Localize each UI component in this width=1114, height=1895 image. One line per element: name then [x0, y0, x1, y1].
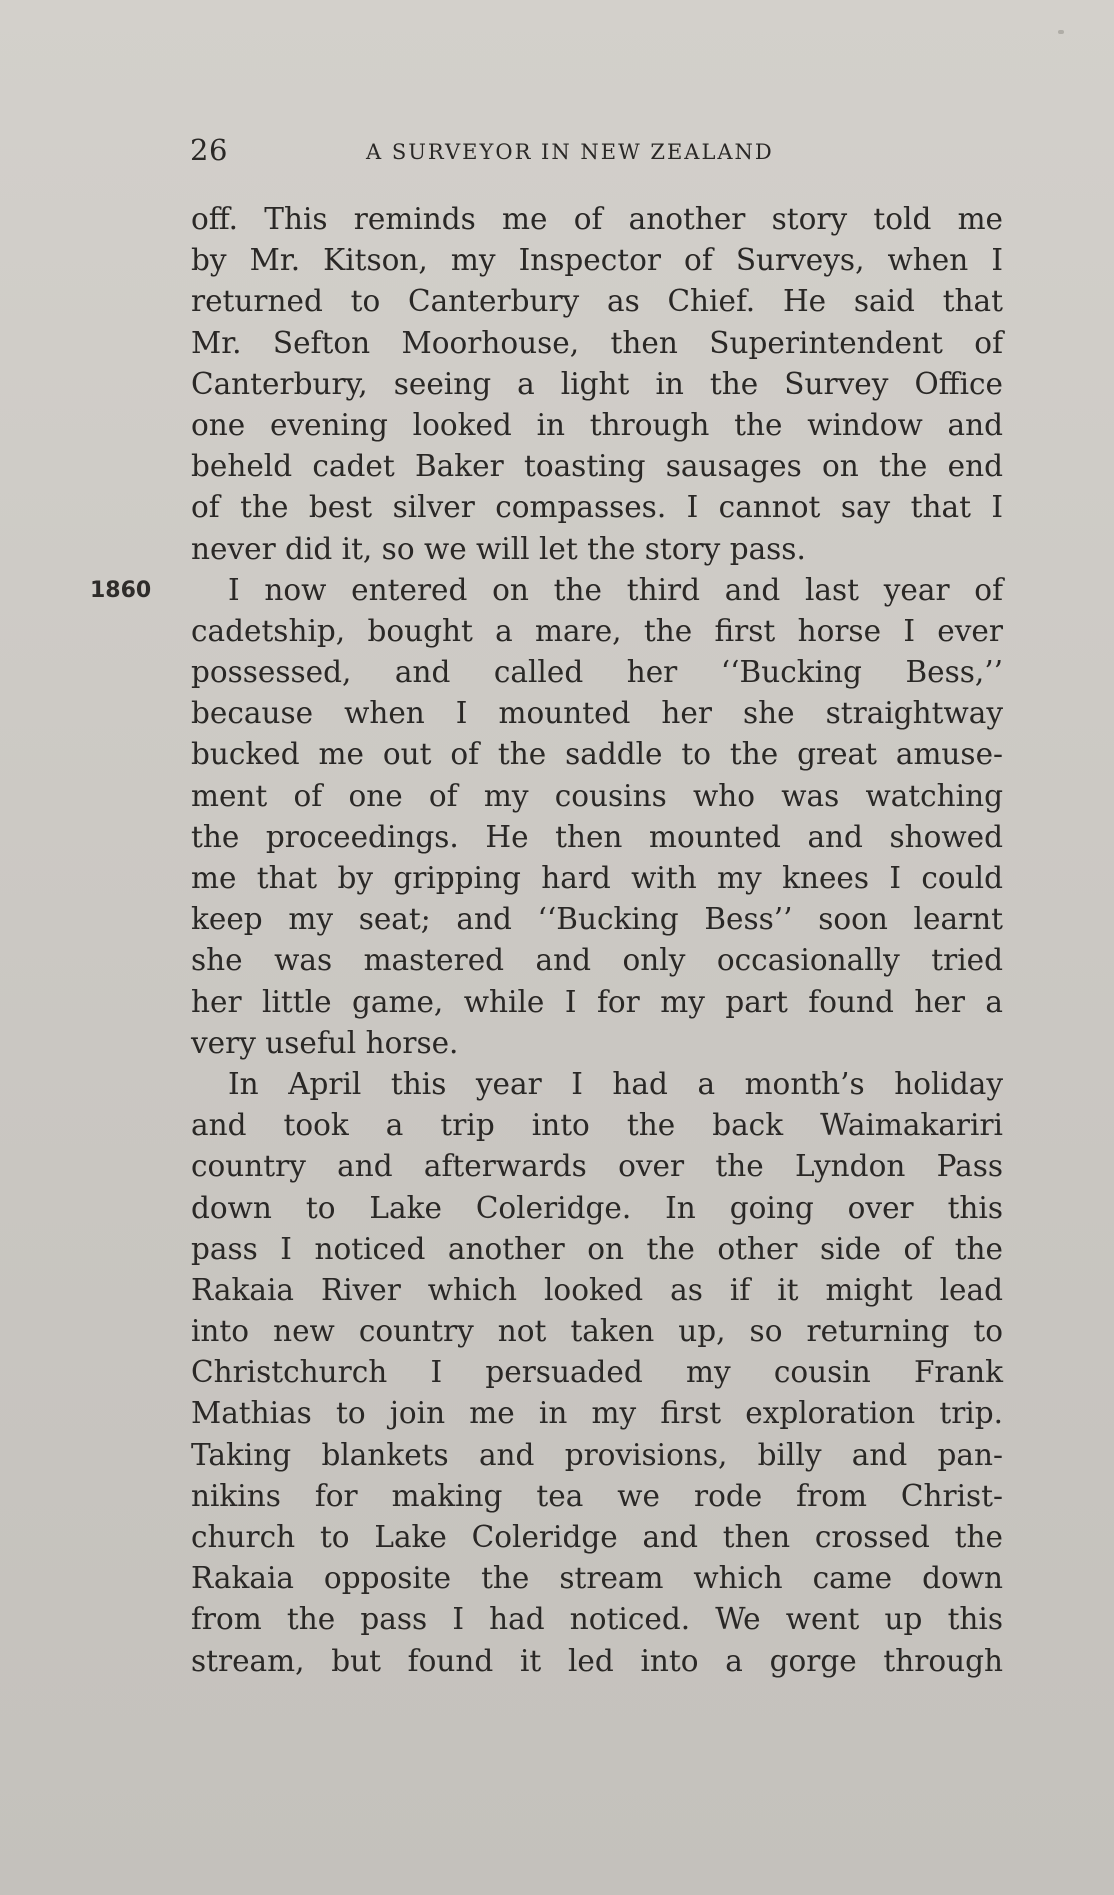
text-line: bucked me out of the saddle to the great amuse- [191, 737, 1003, 772]
text-line: her little game, while I for my part found her a [191, 984, 1003, 1019]
text-line: she was mastered and only occasionally tried [191, 943, 1003, 978]
body-text [191, 199, 1003, 1682]
text-line: Rakaia River which looked as if it might lead [191, 1272, 1003, 1307]
text-line: In April this year I had a month’s holiday [228, 1066, 1003, 1101]
text-line: nikins for making tea we rode from Christ- [191, 1478, 1003, 1513]
text-line: Taking blankets and provisions, billy and pan- [191, 1437, 1003, 1472]
text-line: church to Lake Coleridge and then crossed the [191, 1520, 1003, 1554]
text-line: into new country not taken up, so returning to [191, 1314, 1003, 1349]
text-line: ment of one of my cousins who was watching [191, 778, 1003, 813]
text-line: keep my seat; and ‘‘Bucking Bess’’ soon learnt [191, 902, 1003, 937]
text-line: of the best silver compasses. I cannot say that I [191, 490, 1003, 525]
text-line: Rakaia opposite the stream which came down [191, 1561, 1003, 1596]
text-line: beheld cadet Baker toasting sausages on the end [191, 449, 1003, 484]
text-line: stream, but found it led into a gorge through [191, 1643, 1003, 1678]
text-line: Mathias to join me in my first exploration trip. [191, 1396, 1003, 1431]
text-line: never did it, so we will let the story pass. [191, 531, 806, 566]
text-line: off. This reminds me of another story told me [191, 202, 1003, 236]
text-line: possessed, and called her ‘‘Bucking Bess,’’ [191, 655, 1003, 690]
text-line: down to Lake Coleridge. In going over this [191, 1190, 1003, 1225]
text-line: Canterbury, seeing a light in the Survey Office [191, 366, 1003, 401]
text-line: by Mr. Kitson, my Inspector of Surveys, when I [191, 243, 1003, 278]
text-line: one evening looked in through the window and [191, 407, 1003, 442]
text-line: country and afterwards over the Lyndon Pass [191, 1149, 1003, 1184]
margin-year-note: 1860 [90, 578, 152, 603]
paper-speck [1058, 30, 1064, 34]
text-line: very useful horse. [191, 1025, 459, 1060]
text-line: pass I noticed another on the other side of the [191, 1231, 1003, 1266]
text-line: the proceedings. He then mounted and showed [191, 819, 1003, 854]
text-line: returned to Canterbury as Chief. He said that [191, 284, 1003, 319]
text-line: Mr. Sefton Moorhouse, then Superintendent of [191, 325, 1003, 360]
text-line: Christchurch I persuaded my cousin Frank [191, 1355, 1003, 1390]
running-header [190, 128, 1002, 172]
text-line: and took a trip into the back Waimakariri [191, 1108, 1003, 1143]
page-number: 26 [190, 133, 228, 167]
text-line: me that by gripping hard with my knees I could [191, 861, 1003, 895]
text-line: cadetship, bought a mare, the first horse I ever [191, 613, 1003, 648]
text-line: because when I mounted her she straightway [191, 696, 1003, 731]
text-line: I now entered on the third and last year of [228, 572, 1003, 607]
running-title: A SURVEYOR IN NEW ZEALAND [366, 140, 774, 164]
text-line: from the pass I had noticed. We went up this [191, 1602, 1003, 1637]
